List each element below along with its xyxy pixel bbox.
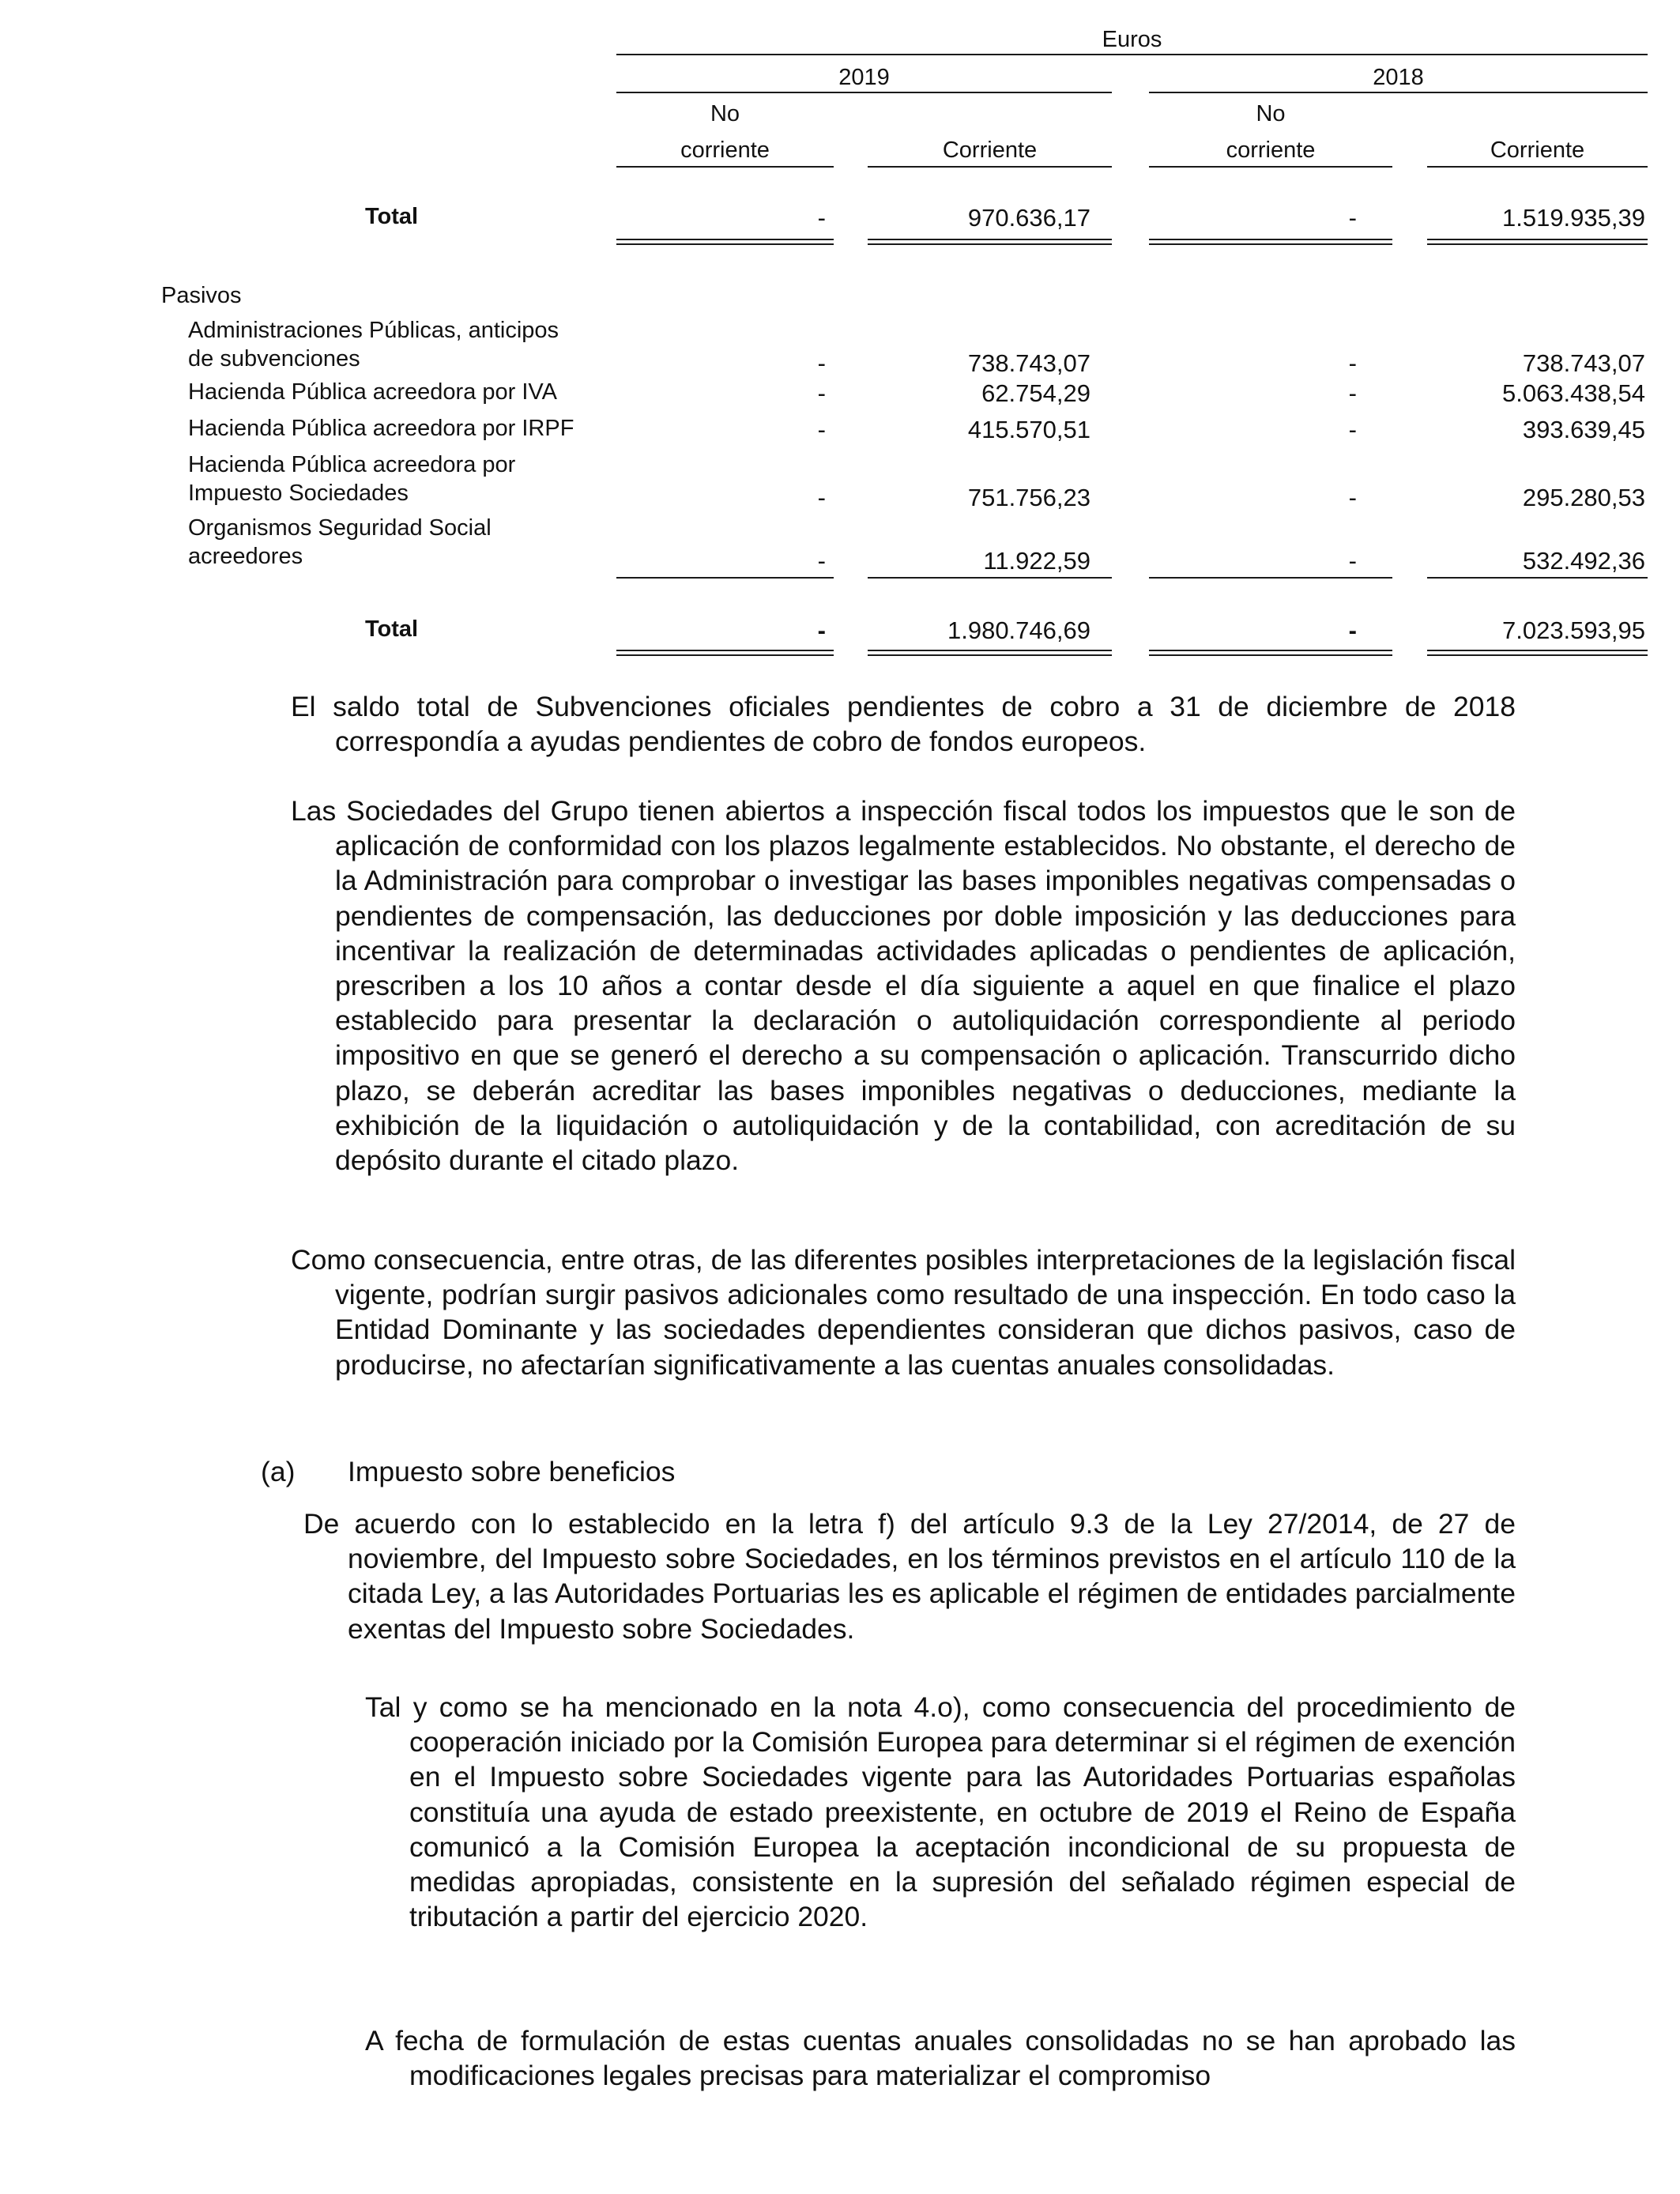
liability-row-value: 11.922,59 <box>983 547 1090 575</box>
liability-row-value: - <box>817 379 826 407</box>
assets-total-2018-non-current: - <box>1348 204 1357 232</box>
section-title: Impuesto sobre beneficios <box>348 1456 676 1487</box>
liabilities-total-underline-3 <box>1149 650 1392 656</box>
year-header-2018: 2018 <box>1373 65 1424 90</box>
liabilities-total-2018-current: 7.023.593,95 <box>1501 616 1645 644</box>
liabilities-total-label: Total <box>365 616 419 642</box>
liability-row-label: de subvenciones <box>188 346 360 371</box>
col-header-2019-current: Corriente <box>942 138 1038 163</box>
liabilities-subtotal-rule-3 <box>1149 577 1392 579</box>
assets-total-2018-current: 1.519.935,39 <box>1501 204 1645 232</box>
col-rule-1 <box>616 166 834 168</box>
liability-row-value: 393.639,45 <box>1522 416 1645 443</box>
liability-row-label: Organismos Seguridad Social <box>188 515 492 541</box>
header-rule-2018 <box>1149 92 1648 93</box>
paragraph-additional-liabilities: Como consecuencia, entre otras, de las diferentes posibles interpretaciones de la legislación fiscal vigente, podrían surgir pasivos adicionales como resultado de una inspección. En todo caso la Entidad Dominante y las sociedades dependientes consideran que dichos pasivos, caso de producirse, no afectarían significativamente a las cuentas anuales consolidadas. <box>291 1244 1516 1381</box>
liability-row-label: acreedores <box>188 544 303 569</box>
col-header-2018-current: Corriente <box>1490 138 1585 163</box>
liabilities-total-2018-non-current: - <box>1348 616 1357 644</box>
liability-row-label: Impuesto Sociedades <box>188 481 409 506</box>
liability-row-value: - <box>817 416 826 443</box>
liability-row-value: - <box>1348 379 1357 407</box>
liability-row-label: Hacienda Pública acreedora por <box>188 452 516 477</box>
liabilities-section-label: Pasivos <box>161 283 242 308</box>
header-rule-euros <box>616 54 1648 55</box>
paragraph-tax-inspection: Las Sociedades del Grupo tienen abiertos a inspección fiscal todos los impuestos que le son de aplicación de conformidad con los plazos legalmente establecidos. No obstante, el derecho de la Administración para comprobar o investigar las bases imponibles negativas compensadas o pendientes de compensación, las deducciones por doble imposición y las deducciones para incentivar la realización de determinadas actividades aplicadas o pendientes de aplicación, prescriben a los 10 años a contar desde el día siguiente a aquel en que finalice el plazo establecido para presentar la declaración o autoliquidación correspondiente al periodo impositivo en que se generó el derecho a su compensación o aplicación. Transcurrido dicho plazo, se deberán acreditar las bases imponibles negativas o deducciones, mediante la exhibición de la liquidación o autoliquidación y de la contabilidad, con acreditación de su depósito durante el citado plazo. <box>291 795 1516 1177</box>
liability-row-value: 738.743,07 <box>1522 349 1645 377</box>
liabilities-total-underline-4 <box>1427 650 1648 656</box>
liability-row-value: 738.743,07 <box>967 349 1090 377</box>
col-header-2018-non-current-1: No <box>1256 101 1286 126</box>
liabilities-total-underline-2 <box>868 650 1112 656</box>
header-rule-2019 <box>616 92 1112 93</box>
assets-total-underline-4 <box>1427 239 1648 245</box>
col-rule-4 <box>1427 166 1648 168</box>
col-rule-3 <box>1149 166 1392 168</box>
col-header-2018-non-current-2: corriente <box>1226 138 1316 163</box>
assets-total-underline-3 <box>1149 239 1392 245</box>
paragraph-income-tax-regime: De acuerdo con lo establecido en la letra f) del artículo 9.3 de la Ley 27/2014, de 27 de noviembre, del Impuesto sobre Sociedades, en los términos previstos en el artículo 110 de la citada Ley, a las Autoridades Portuarias les es aplicable el régimen de entidades parcialmente exentas del Impuesto sobre Sociedades. <box>303 1508 1516 1645</box>
liabilities-subtotal-rule-1 <box>616 577 834 579</box>
assets-total-2019-non-current: - <box>817 204 826 232</box>
paragraph-subsidies: El saldo total de Subvenciones oficiales pendientes de cobro a 31 de diciembre de 2018 correspondía a ayudas pendientes de cobro de fondos europeos. <box>291 691 1516 758</box>
liabilities-total-underline-1 <box>616 650 834 656</box>
liability-row-value: 415.570,51 <box>967 416 1090 443</box>
liability-row-label: Administraciones Públicas, anticipos <box>188 318 559 343</box>
liability-row-value: 751.756,23 <box>967 484 1090 511</box>
liabilities-total-2019-current: 1.980.746,69 <box>947 616 1090 644</box>
liability-row-value: - <box>817 484 826 511</box>
currency-header: Euros <box>1102 27 1162 52</box>
liability-row-value: - <box>1348 484 1357 511</box>
assets-total-2019-current: 970.636,17 <box>967 204 1090 232</box>
liabilities-subtotal-rule-2 <box>868 577 1112 579</box>
assets-total-underline-1 <box>616 239 834 245</box>
liability-row-value: - <box>817 547 826 575</box>
liability-row-value: 5.063.438,54 <box>1501 379 1645 407</box>
liability-row-value: 295.280,53 <box>1522 484 1645 511</box>
col-header-2019-non-current-1: No <box>710 101 740 126</box>
assets-total-underline-2 <box>868 239 1112 245</box>
paragraph-european-commission: Tal y como se ha mencionado en la nota 4.o), como consecuencia del procedimiento de cooperación iniciado por la Comisión Europea para determinar si el régimen de exención en el Impuesto sobre Sociedades vigente para las Autoridades Portuarias españolas constituía una ayuda de estado preexistente, en octubre de 2019 el Reino de España comunicó a la Comisión Europea la aceptación incondicional de su propuesta de medidas apropiadas, consistente en la supresión del señalado régimen especial de tributación a partir del ejercicio 2020. <box>365 1691 1516 1933</box>
paragraph-legal-modifications: A fecha de formulación de estas cuentas anuales consolidadas no se han aprobado las modificaciones legales precisas para materializar el compromiso <box>365 2025 1516 2092</box>
liability-row-value: - <box>817 349 826 377</box>
year-header-2019: 2019 <box>838 65 890 90</box>
liability-row-value: 532.492,36 <box>1522 547 1645 575</box>
section-marker: (a) <box>261 1456 296 1487</box>
col-header-2019-non-current-2: corriente <box>680 138 770 163</box>
liability-row-value: - <box>1348 547 1357 575</box>
assets-total-label: Total <box>365 204 419 229</box>
liability-row-value: - <box>1348 349 1357 377</box>
liability-row-value: - <box>1348 416 1357 443</box>
liabilities-subtotal-rule-4 <box>1427 577 1648 579</box>
liability-row-label: Hacienda Pública acreedora por IRPF <box>188 416 574 441</box>
liabilities-total-2019-non-current: - <box>817 616 826 644</box>
liability-row-label: Hacienda Pública acreedora por IVA <box>188 379 557 405</box>
liability-row-value: 62.754,29 <box>981 379 1090 407</box>
col-rule-2 <box>868 166 1112 168</box>
